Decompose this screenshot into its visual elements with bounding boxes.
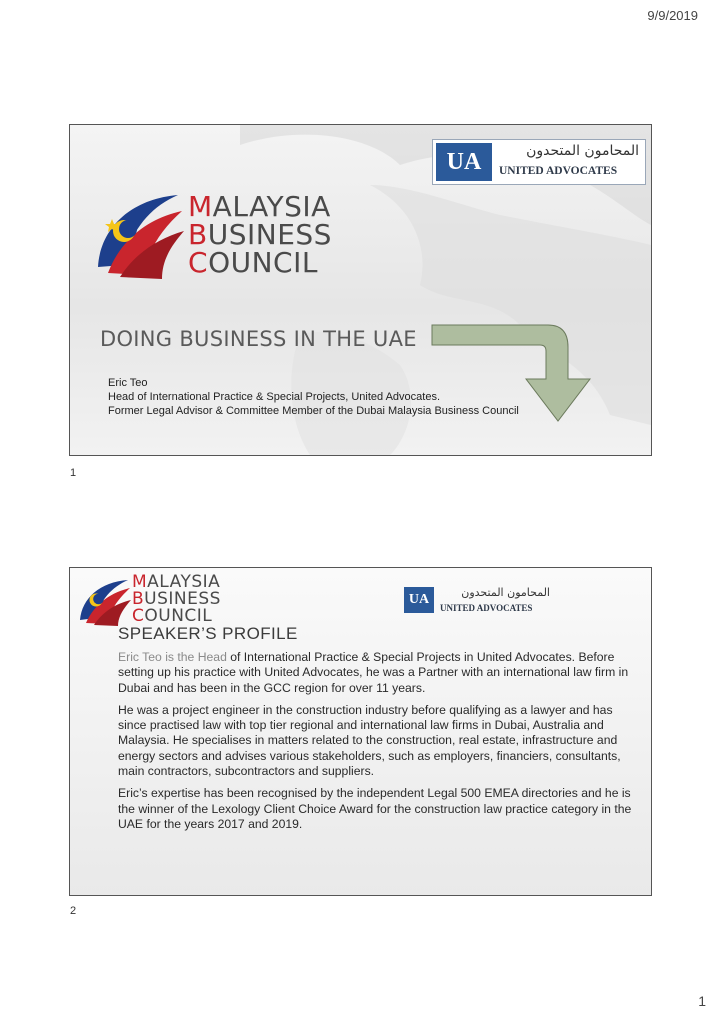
united-advocates-logo-small <box>404 585 554 617</box>
ua-mark-icon-small: UA <box>404 587 434 613</box>
ua-mark-icon: UA <box>436 143 492 181</box>
handout-page-number: 1 <box>698 993 706 1009</box>
slide-1-subtitle <box>108 376 519 418</box>
profile-paragraph-3: Eric’s expertise has been recognised by the independent Legal 500 EMEA directories and he is the winner of the Lexology Client Choice Award for the construction law practice category in the UAE for the years 2017 and 2019. <box>118 786 632 831</box>
slide-1 <box>69 124 652 456</box>
profile-paragraph-2: He was a project engineer in the construction industry before qualifying as a lawyer and has since practised law with top tier regional and international law firms in Dubai, Australia and Malaysia. He specialises in matters related to the construction, real estate, infrastructure and energy sectors and advises various stakeholders, such as employers, financiers, consultants, main contractors, subcontractors and suppliers. <box>118 702 621 779</box>
slide-2 <box>69 567 652 896</box>
profile-paragraph-1: Eric Teo is the Head of International Practice & Special Projects in United Advocates. Before setting up his practice with United Advocates, he was a Partner with an international law firm in Dubai and has been in the GCC region for over 11 years. <box>118 650 629 695</box>
presenter-role: Head of International Practice & Special Projects, United Advocates. <box>108 391 441 403</box>
slide-1-number: 1 <box>70 467 77 479</box>
speaker-profile-body <box>118 650 638 839</box>
ua-arabic-name: المحامون المتحدون <box>526 143 639 159</box>
mbc-wordmark: MALAYSIA BUSINESS COUNCIL <box>188 190 332 279</box>
mbc-wordmark-small: MALAYSIA BUSINESS COUNCIL <box>132 572 221 626</box>
ua-english-name-small: UNITED ADVOCATES <box>440 603 533 613</box>
united-advocates-logo <box>432 139 646 185</box>
slide-2-title: SPEAKER’S PROFILE <box>118 624 298 643</box>
header-date: 9/9/2019 <box>647 8 698 23</box>
mbc-emblem <box>90 189 185 279</box>
slide-1-title: DOING BUSINESS IN THE UAE <box>100 327 417 351</box>
ua-arabic-name-small: المحامون المتحدون <box>461 586 550 599</box>
mbc-emblem-small <box>76 576 132 626</box>
presenter-name: Eric Teo <box>108 377 148 389</box>
presenter-former-role: Former Legal Advisor & Committee Member of the Dubai Malaysia Business Council <box>108 405 519 417</box>
ua-english-name: UNITED ADVOCATES <box>499 165 618 177</box>
slide-2-number: 2 <box>70 905 77 917</box>
